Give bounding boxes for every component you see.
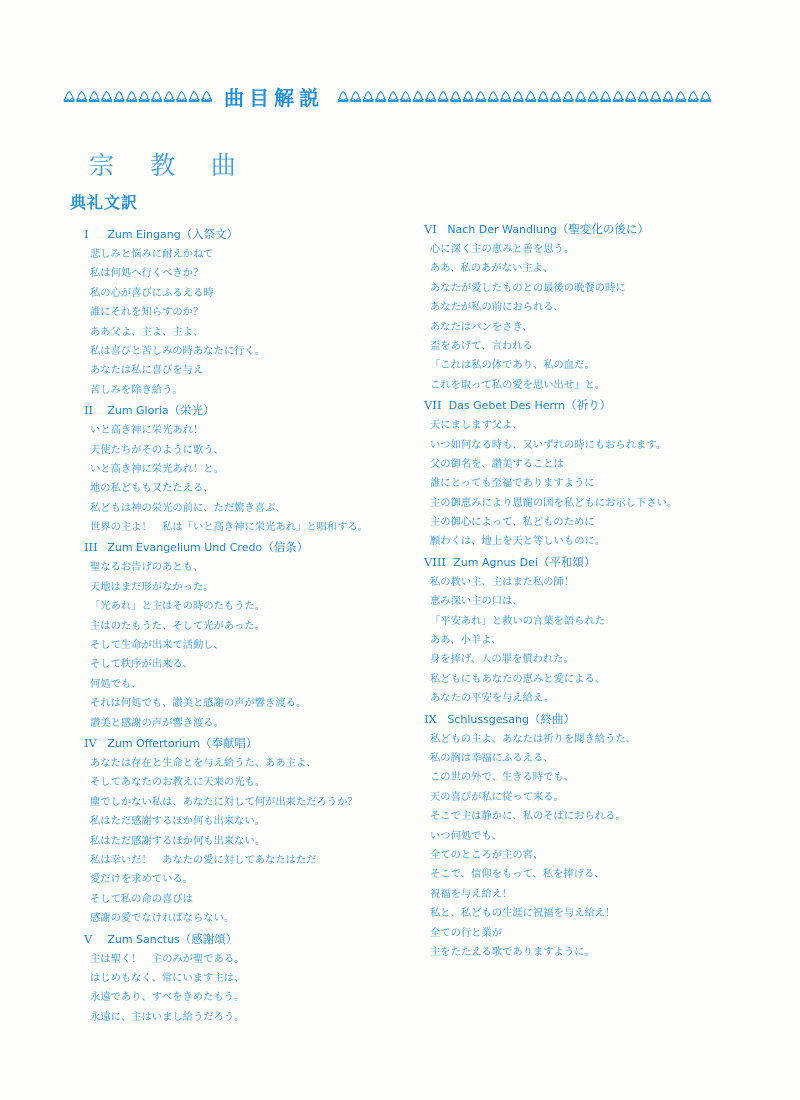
section-heading [424, 395, 714, 416]
header-title: 曲目解説 [224, 85, 325, 110]
sub-title: 典礼文訳 [70, 193, 139, 212]
text-line: そして秩序が出来る、 [90, 658, 193, 671]
section-heading [84, 224, 414, 245]
section-title-japanese: （平和頌） [537, 554, 596, 569]
section-number: VI [424, 222, 437, 236]
text-line: これを取って私の愛を思い出せ」と。 [430, 378, 606, 391]
text-line: あなたは存在と生命とを与え給うた、ああ主よ、 [90, 756, 317, 769]
section-number: IV [84, 735, 97, 750]
liturgy-section [84, 929, 414, 1028]
text-line: 私と、私どもの生涯に祝福を与え給え！ [430, 907, 616, 920]
text-line: 悲しみと悩みに耐えかねて [90, 248, 214, 260]
text-line: 地の私どもも又たたえる、 [90, 482, 214, 495]
section-number: I [84, 227, 89, 241]
text-line: そこで、信仰をもって、私を捧げる、 [430, 868, 605, 881]
liturgy-section [84, 733, 414, 929]
text-line: 天使たちがそのように歌う、 [90, 443, 224, 456]
text-line: 私どもの主よ、あなたは祈りを聞き給うた、 [430, 732, 636, 745]
section-title-japanese: （終曲） [528, 711, 575, 726]
text-line: 主の御恵みにより恩寵の国を私どもにお示し下さい。 [430, 496, 678, 509]
section-title-japanese: （祈り） [565, 398, 612, 413]
text-line: 感謝の愛でなければならない。 [90, 912, 235, 925]
text-line: あなたは私に喜びを与え [90, 364, 204, 377]
section-heading [424, 709, 714, 730]
liturgy-section [424, 709, 714, 963]
section-heading [424, 219, 714, 240]
section-title-german: Zum Sanctus [107, 932, 180, 946]
text-line: 私の救い主、主はまた私の師！ [430, 575, 575, 588]
text-line: そこで主は静かに、私のそばにおられる。 [430, 810, 626, 823]
text-line: 苦しみを除き給う。 [90, 383, 183, 396]
text-line: 願わくは、地上を天と等しいものに。 [430, 535, 606, 548]
text-line: いつ何処でも、 [430, 829, 503, 842]
text-line: 誰にとっても至福でありますように [430, 477, 595, 490]
text-line: 私の胸は幸福にふるえる、 [430, 751, 554, 764]
text-line: 主の御心によって、私どものために [430, 516, 595, 529]
section-title-japanese: （感謝頌） [179, 931, 238, 946]
text-line: 讃美と感謝の声が響き渡る。 [90, 716, 224, 729]
section-title-german: Zum Evangelium Und Credo [107, 541, 263, 555]
text-line: 永遠に、主はいまし給うだろう。 [90, 1010, 245, 1023]
text-line: いつ如何なる時も、又いずれの時にもおられます。 [430, 438, 667, 451]
text-line: あなたが私の前におられる、 [430, 301, 564, 314]
text-line: 「これは私の体であり、私の血だ。 [430, 359, 595, 372]
liturgy-section [424, 395, 714, 552]
text-line: 私は幸いだ！ あなたの愛に対してあなたはただ [90, 853, 317, 866]
text-line: 私は喜びと苦しみの時あなたに行く。 [90, 344, 265, 357]
ornament-right-icon [336, 89, 720, 103]
liturgy-section [84, 224, 414, 400]
section-title-japanese: （聖変化の後に） [556, 222, 649, 236]
ornament-left-icon [62, 89, 212, 103]
text-line: 「光あれ」と主はその時のたもうた。 [90, 600, 266, 613]
section-heading [84, 537, 414, 558]
text-line: 主をたたえる歌でありますように。 [430, 945, 595, 958]
section-title-german: Schlussgesang [447, 712, 529, 726]
text-line: ああ父よ、主よ、主よ、 [90, 325, 204, 338]
liturgy-section [84, 537, 414, 733]
liturgy-section [424, 552, 714, 709]
text-line: そして私の命の喜びは [90, 892, 193, 905]
text-line: 盃をあげて、言われる [430, 339, 533, 352]
section-number: VIII [424, 554, 446, 569]
text-line: ああ、私のあがない主よ、 [430, 262, 554, 275]
text-line: 「平安あれ」と救いの言葉を語られた [430, 614, 606, 627]
section-title-japanese: （栄光） [168, 403, 215, 418]
section-heading [424, 552, 714, 573]
text-line: 天地はまだ形がなかった。 [90, 580, 214, 593]
section-title-german: Zum Offertorium [107, 736, 200, 750]
text-line: 主は聖く！ 主のみが聖である。 [90, 952, 245, 965]
text-line: いと高き神に栄光あれ！ [90, 424, 204, 437]
text-line: 私どもは神の栄光の前に、ただ驚き喜ぶ、 [90, 501, 286, 514]
text-line: 永遠であり、すべをきめたもう。 [90, 991, 245, 1004]
text-line: ああ、小羊よ、 [430, 634, 502, 647]
liturgy-section [424, 219, 714, 395]
text-line: そして生命が出来て活動し、 [90, 639, 224, 652]
text-line: 心に深く主の恵みと善を思う。 [430, 243, 575, 255]
section-number: III [84, 540, 98, 555]
section-title: 宗 教 曲 [89, 151, 250, 180]
text-line: 誰にそれを知らすのか？ [90, 306, 204, 319]
section-number: II [84, 403, 94, 418]
text-line: あなたが愛したものとの最後の晩餐の時に [430, 281, 626, 294]
section-title-german: Zum Gloria [107, 404, 169, 418]
left-column [84, 224, 414, 1027]
text-line: 聖なるお告げのあとも、 [90, 561, 204, 574]
section-title-german: Zum Agnus Dei [453, 555, 538, 569]
text-line: 天にまします父よ、 [430, 419, 523, 432]
text-line: この世の外で、生きる時でも、 [430, 771, 574, 784]
text-line: 身を捧げ、人の罪を償われた。 [430, 653, 574, 666]
text-line: 世界の主よ！ 私は「いと高き神に栄光あれ」と唱和する。 [90, 521, 369, 534]
text-line: 主はのたもうた、そして光があった。 [90, 619, 265, 632]
section-title-german: Nach Der Wandlung [447, 223, 557, 236]
text-line: 全ての行と業が [430, 926, 503, 939]
section-heading [84, 929, 414, 950]
text-line: あなたの平安を与え給え。 [430, 692, 555, 705]
text-line: それは何処でも、讃美と感謝の声が響き渡る。 [90, 697, 307, 710]
text-line: そしてあなたのお教えに天来の光も。 [90, 776, 266, 789]
text-line: いと高き神に栄光あれ！と。 [90, 462, 224, 475]
section-heading [84, 400, 414, 421]
text-line: 私はただ感謝するほか何も出来ない。 [90, 834, 266, 847]
text-line: 恵み深い主の口は、 [430, 595, 523, 608]
text-line: 祝福を与え給え！ [430, 887, 513, 900]
section-number: V [84, 931, 93, 946]
text-line: 天の喜びが私に従って来る。 [430, 790, 564, 803]
section-title-german: Das Gebet Des Herrn [448, 399, 566, 413]
section-title-japanese: （入祭文） [180, 227, 239, 241]
text-line: 愛だけを求めている。 [90, 873, 193, 886]
right-column [424, 219, 714, 962]
text-line: 私はただ感謝するほか何も出来ない。 [90, 815, 266, 828]
text-line: 父の御名を、讃美することは [430, 457, 564, 470]
section-title-japanese: （信条） [262, 540, 309, 555]
text-line: 塵でしかない私は、あなたに対して何が出来ただろうか？ [90, 795, 358, 808]
section-title-german: Zum Eingang [107, 228, 181, 241]
liturgy-section [84, 400, 414, 537]
section-title-japanese: （奉献唱） [199, 735, 258, 750]
section-number: IX [424, 711, 437, 726]
header-band [62, 84, 720, 108]
section-heading [84, 733, 414, 754]
text-line: 私は何処へ行くべきか？ [90, 267, 204, 280]
section-number: VII [424, 398, 442, 413]
text-line: 何処でも、 [90, 677, 142, 690]
text-line: 私の心が喜びにふるえる時 [90, 286, 214, 299]
text-line: 私どもにもあなたの恵みと愛による、 [430, 672, 606, 685]
text-line: あなたはパンをさき、 [430, 320, 533, 333]
text-line: はじめもなく、常にいます主は、 [90, 971, 245, 984]
text-line: 全てのところが主の宮、 [430, 848, 544, 861]
